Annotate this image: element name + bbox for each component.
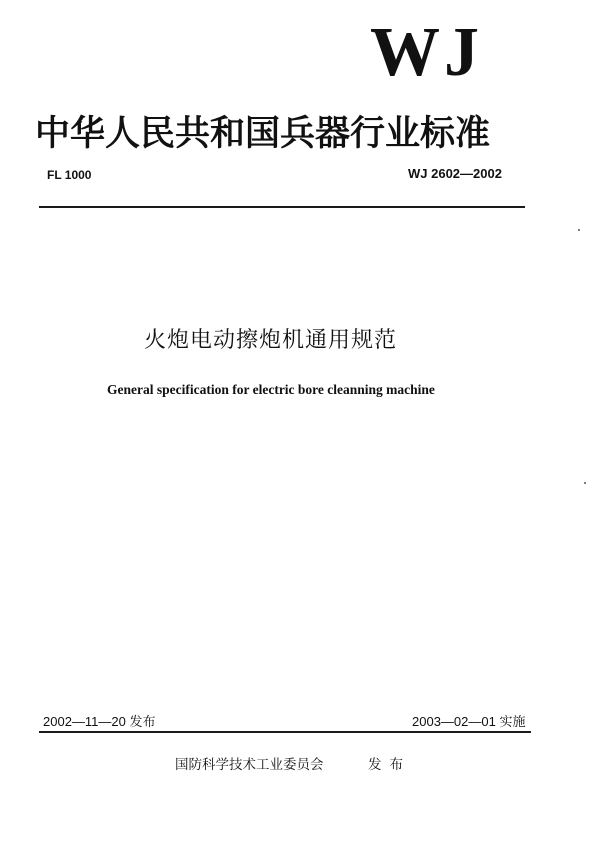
footer-divider [39,731,531,733]
effective-date: 2003—02—01 实施 [412,714,526,729]
header-divider [39,206,525,208]
standard-number: WJ 2602—2002 [408,166,502,181]
classification-code: FL 1000 [47,168,92,182]
wj-logo: WJ [370,14,483,91]
scan-speck [578,229,580,231]
issuer-action: 发布 [368,757,411,773]
document-title-chinese: 火炮电动擦炮机通用规范 [144,328,398,353]
document-title-english: General specification for electric bore cleanning machine [107,382,435,397]
scan-speck [584,482,586,484]
issuing-authority: 国防科学技术工业委员会 [175,757,324,773]
issue-date: 2002—11—20 发布 [43,714,156,729]
standard-series-title: 中华人民共和国兵器行业标准 [35,114,491,154]
